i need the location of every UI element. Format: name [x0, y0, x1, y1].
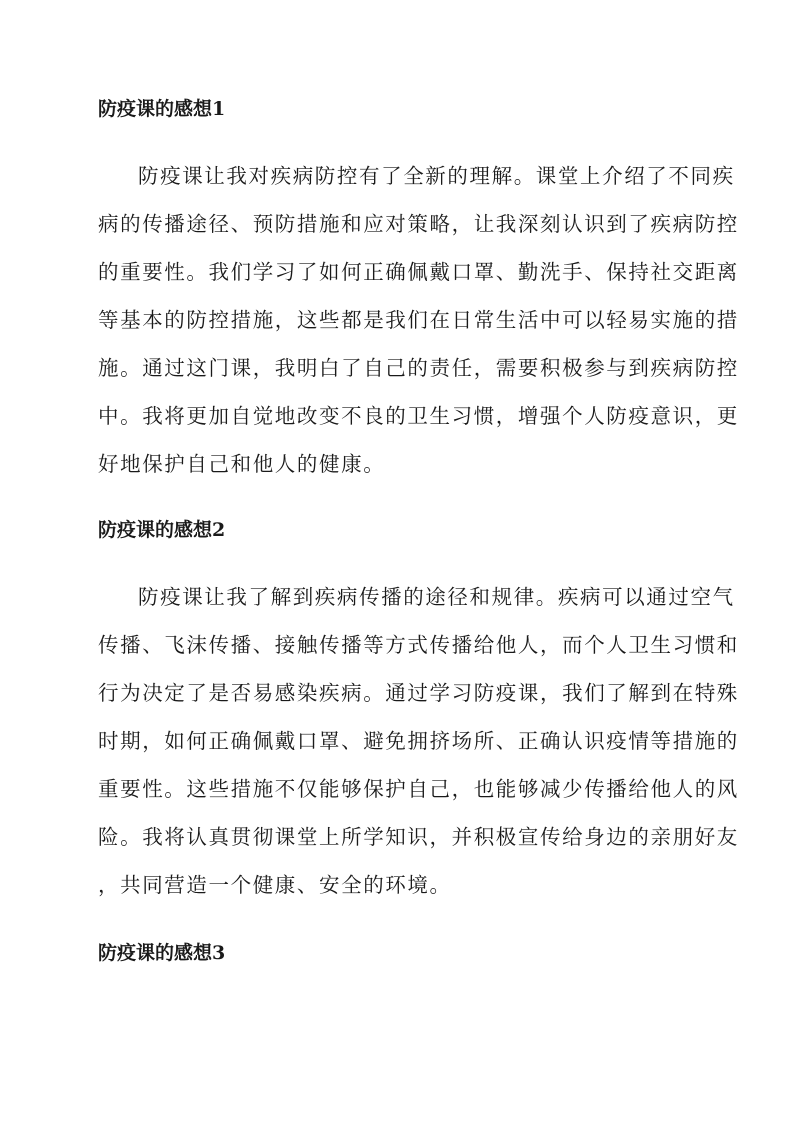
- paragraph-line: 行为决定了是否易感染疾病。通过学习防疫课，我们了解到在特殊: [98, 681, 739, 705]
- paragraph-line: 时期，如何正确佩戴口罩、避免拥挤场所、正确认识疫情等措施的: [98, 729, 739, 753]
- paragraph-line: 好地保护自己和他人的健康。: [98, 452, 386, 476]
- section-paragraph-2: [98, 573, 739, 909]
- section-heading-3: 防疫课的感想3: [98, 942, 226, 964]
- paragraph-line: 传播、飞沫传播、接触传播等方式传播给他人，而个人卫生习惯和: [98, 633, 739, 657]
- paragraph-line: 的重要性。我们学习了如何正确佩戴口罩、勤洗手、保持社交距离: [98, 260, 739, 284]
- paragraph-line: 等基本的防控措施，这些都是我们在日常生活中可以轻易实施的措: [98, 308, 739, 332]
- paragraph-line: 防疫课让我了解到疾病传播的途径和规律。疾病可以通过空气: [138, 585, 735, 609]
- section-heading-2: 防疫课的感想2: [98, 519, 226, 541]
- section-paragraph-1: [98, 152, 739, 488]
- paragraph-line: 重要性。这些措施不仅能够保护自己，也能够减少传播给他人的风: [98, 777, 739, 801]
- paragraph-line: 病的传播途径、预防措施和应对策略，让我深刻认识到了疾病防控: [98, 212, 739, 236]
- section-heading-1: 防疫课的感想1: [98, 98, 226, 120]
- paragraph-line: 防疫课让我对疾病防控有了全新的理解。课堂上介绍了不同疾: [138, 164, 735, 188]
- paragraph-line: 施。通过这门课，我明白了自己的责任，需要积极参与到疾病防控: [98, 356, 739, 380]
- paragraph-line: 险。我将认真贯彻课堂上所学知识，并积极宣传给身边的亲朋好友: [98, 825, 739, 849]
- paragraph-line: ，共同营造一个健康、安全的环境。: [98, 873, 452, 897]
- paragraph-line: 中。我将更加自觉地改变不良的卫生习惯，增强个人防疫意识，更: [98, 404, 739, 428]
